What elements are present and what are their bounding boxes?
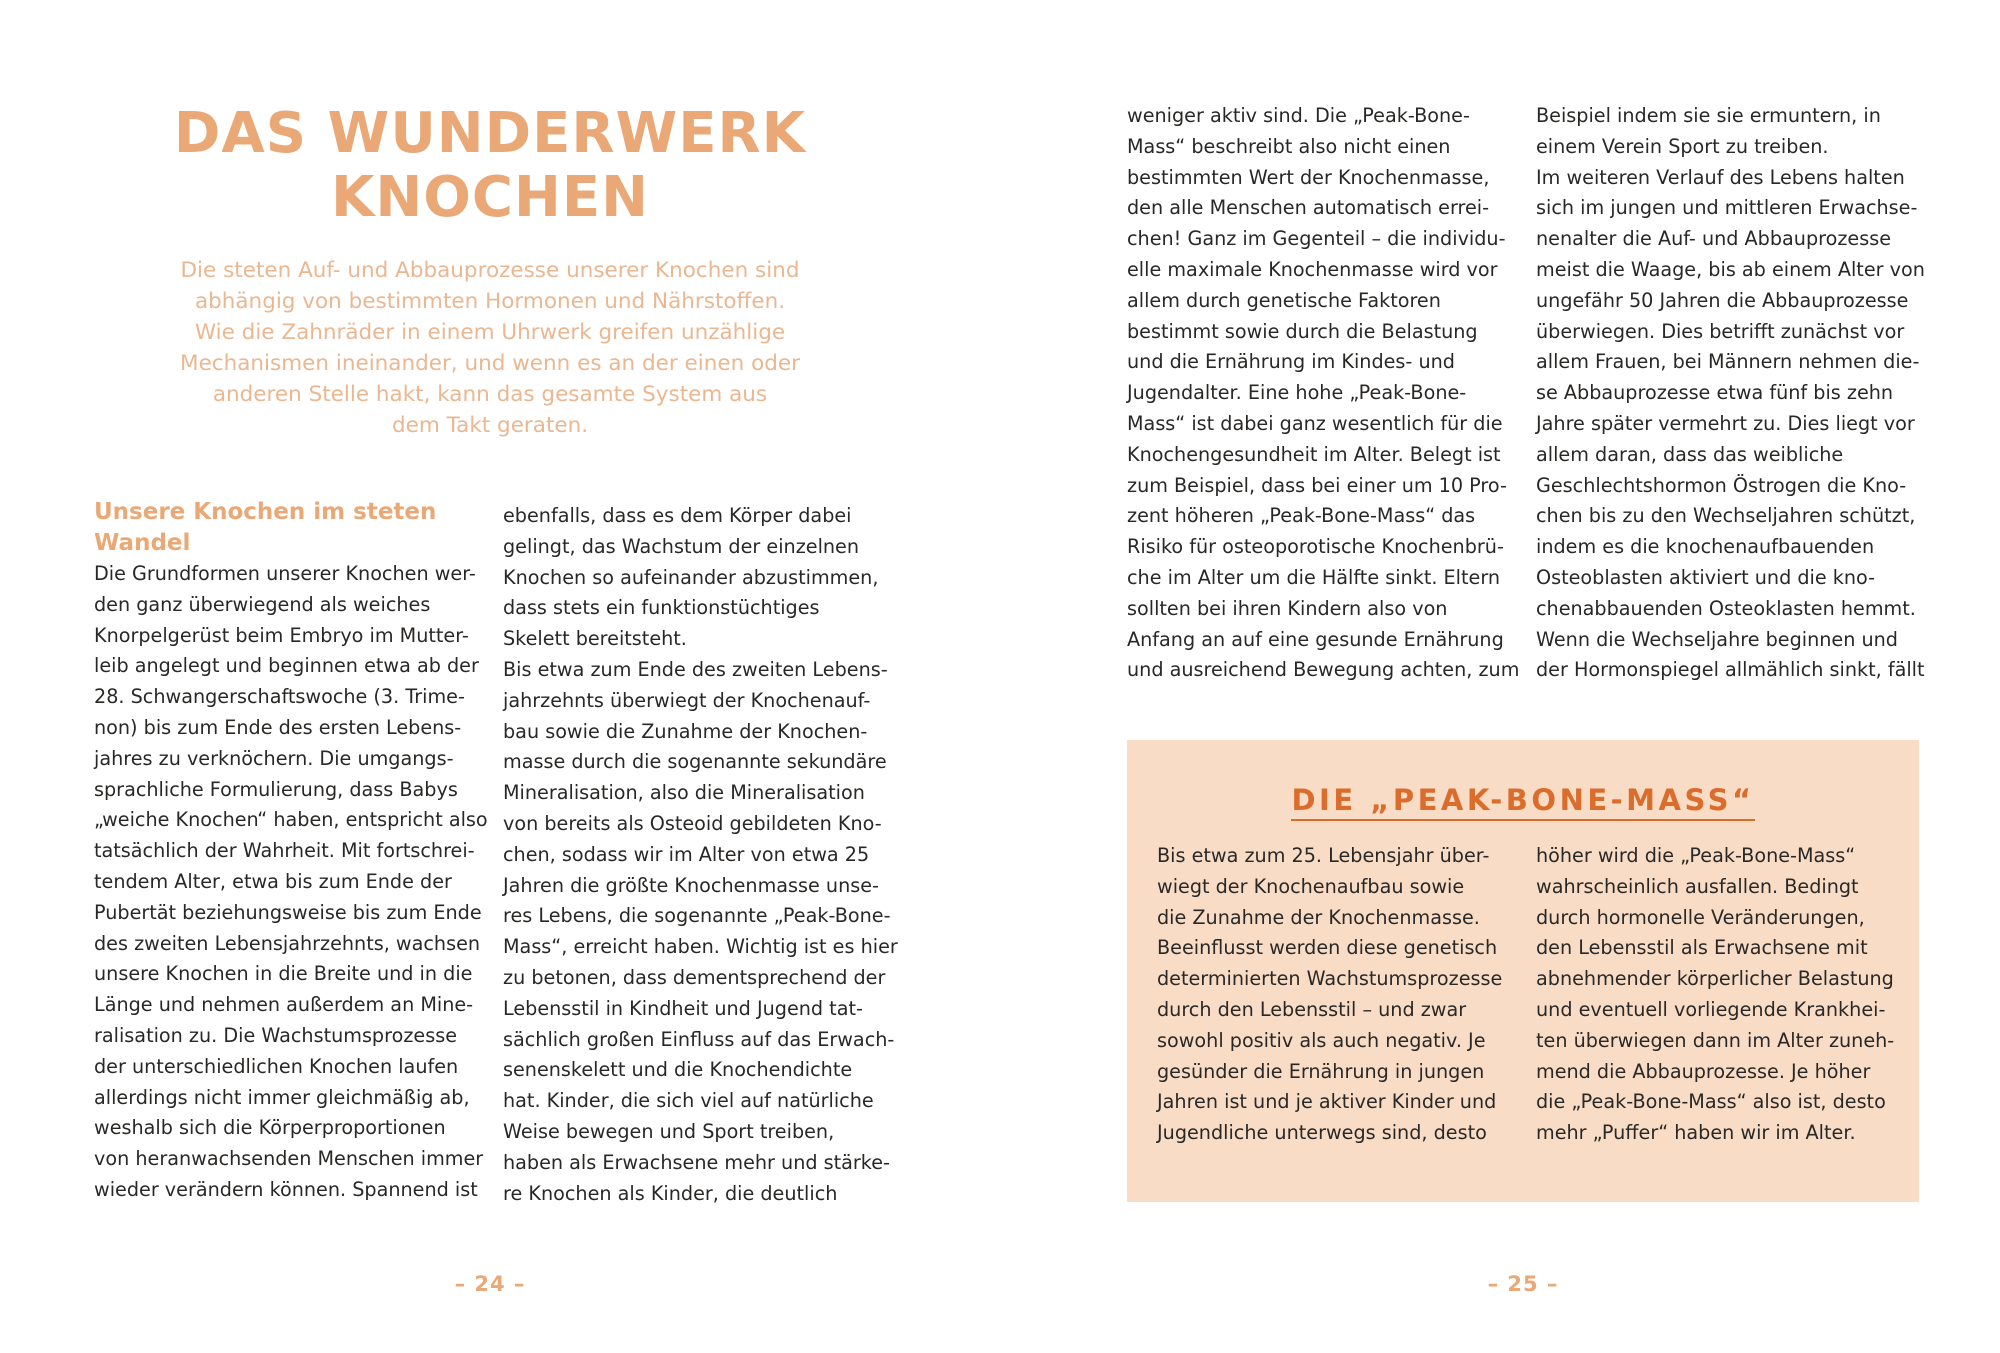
text-line: Beispiel indem sie sie ermuntern, in bbox=[1536, 104, 1881, 127]
text-line: Jahren ist und je aktiver Kinder und bbox=[1157, 1090, 1497, 1114]
info-box-column-2 bbox=[1536, 841, 1906, 1149]
text-line: res Lebens, die sogenannte „Peak-Bone- bbox=[503, 904, 891, 928]
page-number-left: – 24 – bbox=[454, 1272, 526, 1296]
text-line: chenabbauenden Osteoklasten hemmt. bbox=[1536, 596, 1916, 620]
text-line: Mineralisation, also die Mineralisation bbox=[503, 781, 865, 805]
text-line: tendem Alter, etwa bis zum Ende der bbox=[94, 869, 452, 893]
text-line: ten überwiegen dann im Alter zuneh- bbox=[1536, 1028, 1895, 1052]
chapter-title-line: KNOCHEN bbox=[331, 165, 649, 230]
intro-line: abhängig von bestimmten Hormonen und Nährstoffen. bbox=[194, 289, 786, 314]
text-line: sowohl positiv als auch negativ. Je bbox=[1157, 1028, 1486, 1052]
text-line: dass stets ein funktionstüchtiges bbox=[503, 596, 820, 620]
text-line: elle maximale Knochenmasse wird vor bbox=[1127, 257, 1498, 281]
text-line: Im weiteren Verlauf des Lebens halten bbox=[1536, 165, 1905, 189]
info-box-title bbox=[1127, 782, 1919, 821]
text-line: Lebensstil in Kindheit und Jugend tat- bbox=[503, 996, 863, 1020]
text-line: Mass“, erreicht haben. Wichtig ist es hier bbox=[503, 935, 898, 959]
text-line: sprachliche Formulierung, dass Babys bbox=[94, 777, 458, 801]
text-line: den ganz überwiegend als weiches bbox=[94, 592, 431, 616]
intro-line: dem Takt geraten. bbox=[391, 413, 589, 438]
text-line: Geschlechtshormon Östrogen die Kno- bbox=[1536, 473, 1907, 497]
text-line: nenalter die Auf- und Abbauprozesse bbox=[1536, 227, 1892, 251]
text-line: Mass“ ist dabei ganz wesentlich für die bbox=[1127, 411, 1503, 435]
text-line: jahres zu verknöchern. Die umgangs- bbox=[94, 746, 454, 770]
intro-line: anderen Stelle hakt, kann das gesamte System aus bbox=[212, 382, 768, 407]
text-line: ralisation zu. Die Wachstumsprozesse bbox=[94, 1023, 457, 1047]
text-line: mend die Abbauprozesse. Je höher bbox=[1536, 1059, 1871, 1083]
text-line: leib angelegt und beginnen etwa ab der bbox=[94, 654, 479, 678]
text-line: indem es die knochenaufbauenden bbox=[1536, 535, 1875, 559]
text-line: der Hormonspiegel allmählich sinkt, fällt bbox=[1536, 658, 1925, 682]
text-line: gelingt, das Wachstum der einzelnen bbox=[503, 534, 860, 558]
text-line: bau sowie die Zunahme der Knochen- bbox=[503, 719, 868, 743]
text-line: Risiko für osteoporotische Knochenbrü- bbox=[1127, 535, 1504, 559]
text-line: jahrzehnts überwiegt der Knochenauf- bbox=[503, 688, 871, 712]
section-heading-line: Unsere Knochen im steten bbox=[94, 499, 437, 525]
text-line: von heranwachsenden Menschen immer bbox=[94, 1147, 484, 1171]
text-line: wahrscheinlich ausfallen. Bedingt bbox=[1536, 874, 1859, 898]
text-line: bestimmt sowie durch die Belastung bbox=[1127, 319, 1478, 343]
text-line: den Lebensstil als Erwachsene mit bbox=[1536, 936, 1868, 960]
text-line: senenskelett und die Knochendichte bbox=[503, 1058, 853, 1082]
text-line: re Knochen als Kinder, die deutlich bbox=[503, 1181, 838, 1205]
text-line: Jugendliche unterwegs sind, desto bbox=[1157, 1121, 1487, 1145]
section-heading-line: Wandel bbox=[94, 530, 191, 556]
left-page-column-2 bbox=[503, 501, 898, 1209]
text-line: 28. Schwangerschaftswoche (3. Trime- bbox=[94, 685, 465, 709]
text-line: zum Beispiel, dass bei einer um 10 Pro- bbox=[1127, 473, 1507, 497]
text-line: weshalb sich die Körperproportionen bbox=[94, 1116, 446, 1140]
text-line: einem Verein Sport zu treiben. bbox=[1536, 134, 1829, 158]
text-line: Knorpelgerüst beim Embryo im Mutter- bbox=[94, 623, 469, 647]
text-line: Anfang an auf eine gesunde Ernährung bbox=[1127, 627, 1504, 651]
text-line: haben als Erwachsene mehr und stärke- bbox=[503, 1150, 890, 1174]
text-line: und eventuell vorliegende Krankhei- bbox=[1536, 997, 1886, 1021]
text-line: unsere Knochen in die Breite und in die bbox=[94, 962, 473, 986]
right-page-column-2 bbox=[1536, 101, 1936, 686]
text-line: allem durch genetische Faktoren bbox=[1127, 288, 1441, 312]
text-line: wiegt der Knochenaufbau sowie bbox=[1157, 874, 1465, 898]
text-line: ungefähr 50 Jahren die Abbauprozesse bbox=[1536, 288, 1909, 312]
text-line: gesünder die Ernährung in jungen bbox=[1157, 1059, 1485, 1083]
text-line: Jahren die größte Knochenmasse unse- bbox=[503, 873, 879, 897]
page-number-right: – 25 – bbox=[1487, 1272, 1559, 1296]
text-line: Bis etwa zum Ende des zweiten Lebens- bbox=[503, 657, 888, 681]
text-line: Die Grundformen unserer Knochen wer- bbox=[94, 562, 476, 585]
text-line: Länge und nehmen außerdem an Mine- bbox=[94, 993, 474, 1017]
text-line: „weiche Knochen“ haben, entspricht also bbox=[94, 808, 488, 832]
text-line: Beeinflusst werden diese genetisch bbox=[1157, 936, 1498, 960]
text-line: den alle Menschen automatisch errei- bbox=[1127, 196, 1490, 220]
left-page-column-1 bbox=[94, 497, 488, 1206]
text-line: ebenfalls, dass es dem Körper dabei bbox=[503, 504, 852, 527]
text-line: überwiegen. Dies betrifft zunächst vor bbox=[1536, 319, 1905, 343]
text-line: allem Frauen, bei Männern nehmen die- bbox=[1536, 350, 1920, 374]
text-line: Jahre später vermehrt zu. Dies liegt vor bbox=[1536, 411, 1915, 435]
text-line: che im Alter um die Hälfte sinkt. Eltern bbox=[1127, 565, 1501, 589]
text-line: bestimmten Wert der Knochenmasse, bbox=[1127, 165, 1490, 189]
text-line: Pubertät beziehungsweise bis zum Ende bbox=[94, 900, 482, 924]
text-line: chen, sodass wir im Alter von etwa 25 bbox=[503, 842, 870, 866]
text-line: der unterschiedlichen Knochen laufen bbox=[94, 1054, 459, 1078]
text-line: und die Ernährung im Kindes- und bbox=[1127, 350, 1455, 374]
text-line: Osteoblasten aktiviert und die kno- bbox=[1536, 565, 1876, 589]
text-line: Bis etwa zum 25. Lebensjahr über- bbox=[1157, 844, 1490, 867]
intro-line: Wie die Zahnräder in einem Uhrwerk greifen unzählige bbox=[194, 320, 786, 345]
text-line: höher wird die „Peak-Bone-Mass“ bbox=[1536, 844, 1856, 867]
text-line: masse durch die sogenannte sekundäre bbox=[503, 750, 887, 774]
intro-line: Die steten Auf- und Abbauprozesse unserer Knochen sind bbox=[180, 258, 800, 283]
text-line: sollten bei ihren Kindern also von bbox=[1127, 596, 1448, 620]
text-line: zent höheren „Peak-Bone-Mass“ das bbox=[1127, 504, 1476, 528]
text-line: hat. Kinder, die sich viel auf natürliche bbox=[503, 1089, 874, 1113]
text-line: von bereits als Osteoid gebildeten Kno- bbox=[503, 811, 882, 835]
text-line: mehr „Puffer“ haben wir im Alter. bbox=[1536, 1121, 1856, 1145]
intro-line: Mechanismen ineinander, und wenn es an der einen oder bbox=[180, 351, 800, 376]
text-line: Knochen so aufeinander abzustimmen, bbox=[503, 565, 879, 589]
text-line: und ausreichend Bewegung achten, zum bbox=[1127, 658, 1520, 682]
text-line: Jugendalter. Eine hohe „Peak-Bone- bbox=[1127, 381, 1467, 405]
text-line: se Abbauprozesse etwa fünf bis zehn bbox=[1536, 381, 1894, 405]
text-line: Wenn die Wechseljahre beginnen und bbox=[1536, 627, 1898, 651]
text-line: weniger aktiv sind. Die „Peak-Bone- bbox=[1127, 104, 1470, 127]
text-line: sächlich großen Einfluss auf das Erwach- bbox=[503, 1027, 895, 1051]
right-page-column-1 bbox=[1127, 101, 1527, 686]
text-line: abnehmender körperlicher Belastung bbox=[1536, 967, 1894, 991]
text-line: chen bis zu den Wechseljahren schützt, bbox=[1536, 504, 1916, 528]
text-line: durch den Lebensstil – und zwar bbox=[1157, 997, 1467, 1021]
text-line: Skelett bereitsteht. bbox=[503, 627, 687, 651]
chapter-title bbox=[150, 102, 830, 230]
info-box-column-1 bbox=[1157, 841, 1527, 1149]
text-line: tatsächlich der Wahrheit. Mit fortschrei- bbox=[94, 839, 475, 863]
chapter-intro bbox=[170, 255, 810, 441]
text-line: Weise bewegen und Sport treiben, bbox=[503, 1119, 835, 1143]
text-line: des zweiten Lebensjahrzehnts, wachsen bbox=[94, 931, 481, 955]
left-column-1-body bbox=[94, 559, 488, 1206]
text-line: Knochengesundheit im Alter. Belegt ist bbox=[1127, 442, 1501, 466]
text-line: non) bis zum Ende des ersten Lebens- bbox=[94, 715, 462, 739]
text-line: durch hormonelle Veränderungen, bbox=[1536, 905, 1865, 929]
text-line: die Zunahme der Knochenmasse. bbox=[1157, 905, 1480, 929]
text-line: zu betonen, dass dementsprechend der bbox=[503, 965, 886, 989]
text-line: chen! Ganz im Gegenteil – die individu- bbox=[1127, 227, 1506, 251]
text-line: allem daran, dass das weibliche bbox=[1536, 442, 1844, 466]
info-box bbox=[1127, 740, 1919, 1202]
text-line: determinierten Wachstumsprozesse bbox=[1157, 967, 1503, 991]
text-line: sich im jungen und mittleren Erwachse- bbox=[1536, 196, 1918, 220]
info-box-title-text: DIE „PEAK-BONE-MASS“ bbox=[1291, 782, 1754, 821]
chapter-title-line: DAS WUNDERWERK bbox=[173, 101, 807, 166]
text-line: allerdings nicht immer gleichmäßig ab, bbox=[94, 1085, 470, 1109]
text-line: Mass“ beschreibt also nicht einen bbox=[1127, 134, 1451, 158]
text-line: wieder verändern können. Spannend ist bbox=[94, 1177, 478, 1201]
text-line: die „Peak-Bone-Mass“ also ist, desto bbox=[1536, 1090, 1886, 1114]
text-line: meist die Waage, bis ab einem Alter von bbox=[1536, 257, 1925, 281]
